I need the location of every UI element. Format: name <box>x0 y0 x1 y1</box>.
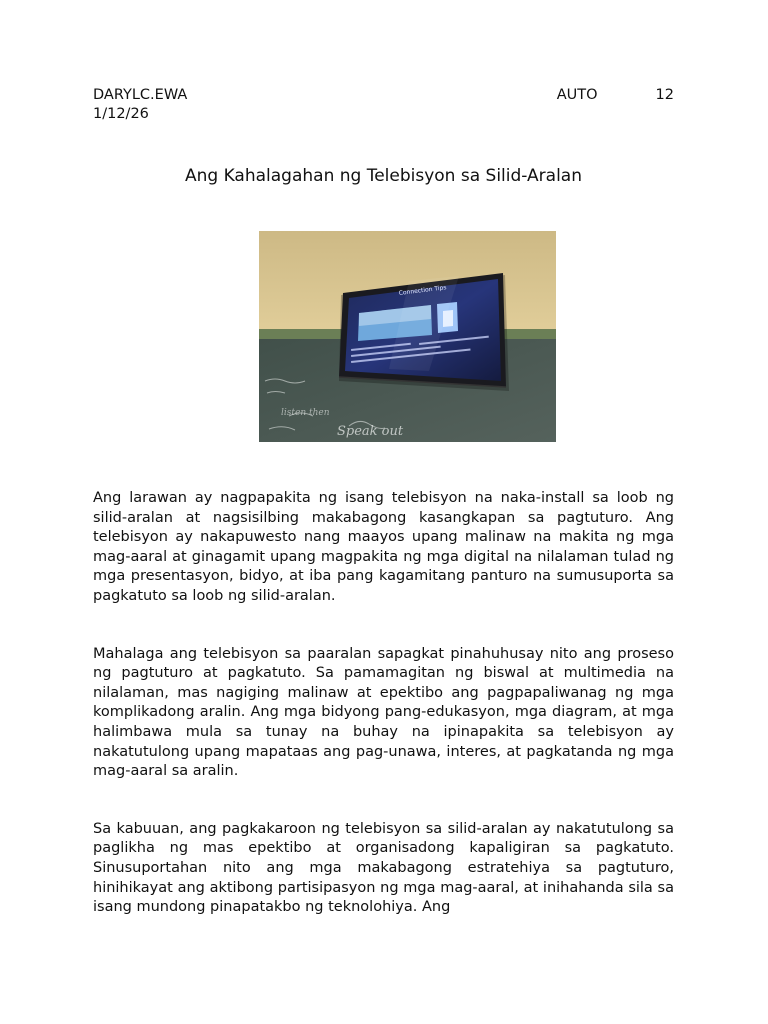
paragraph-importance: Mahalaga ang telebisyon sa paaralan sapagkat pinahuhusay nito ang proseso ng pagtuturo at pagkatuto. Sa pamamagitan ng biswal at multimedia na nilalaman, mas nagiging malinaw at epektibo ang pagpapaliwanag ng mga komplikadong aralin. Ang mga bidyong pang-edukasyon, mga diagram, at mga halimbawa mula sa tunay na buhay na ipinapakita sa telebisyon ay nakatutulong upang mapataas ang pag-unawa, interes, at pagkatanda ng mga mag-aaral sa aralin. <box>93 645 674 780</box>
document-date: 1/12/26 <box>93 106 149 122</box>
classroom-tv-photo-illustration <box>259 231 556 442</box>
author-last-name: EWA <box>154 87 188 103</box>
section-name: AUTO <box>556 87 598 103</box>
paragraph-conclusion: Sa kabuuan, ang pagkakaroon ng telebisyon sa silid-aralan ay nakatutulong sa paglikha ng mas epektibo at organisadong kapaligiran sa pagkatuto. Sinusuportahan nito ang mga makabagong estratehiya sa pagtuturo, hinihikayat ang aktibong partisipasyon ng mga mag-aaral, at inihahanda sila sa isang mundong pinapatakbo ng teknolohiya. Ang <box>93 820 674 916</box>
document-title: Ang Kahalagahan ng Telebisyon sa Silid-Aralan <box>184 166 583 186</box>
tv-screen-title: Connection Tips <box>398 284 447 297</box>
document-page <box>93 86 674 916</box>
paragraph-description: Ang larawan ay nagpapakita ng isang telebisyon na naka-install sa loob ng silid-aralan at nagsisilbing makabagong kasangkapan sa pagtuturo. Ang telebisyon ay nakapuwesto nang maayos upang malinaw na makita ng mga mag-aaral at ginagamit upang magpakita ng mga digital na nilalaman tulad ng mga presentasyon, bidyo, at iba pang kagamitang panturo na sumusuporta sa pagkatuto sa loob ng silid-aralan. <box>93 490 674 604</box>
author-middle-initial: C. <box>139 87 155 103</box>
board-writing-speak-out: Speak out <box>337 424 404 439</box>
board-writing-listen: listen then <box>281 408 330 418</box>
author-first-name: DARYL <box>93 87 140 103</box>
body-text <box>93 489 674 956</box>
classroom-tv-photo <box>259 231 556 442</box>
grade-level: 12 <box>655 87 674 103</box>
header-line <box>93 86 674 105</box>
